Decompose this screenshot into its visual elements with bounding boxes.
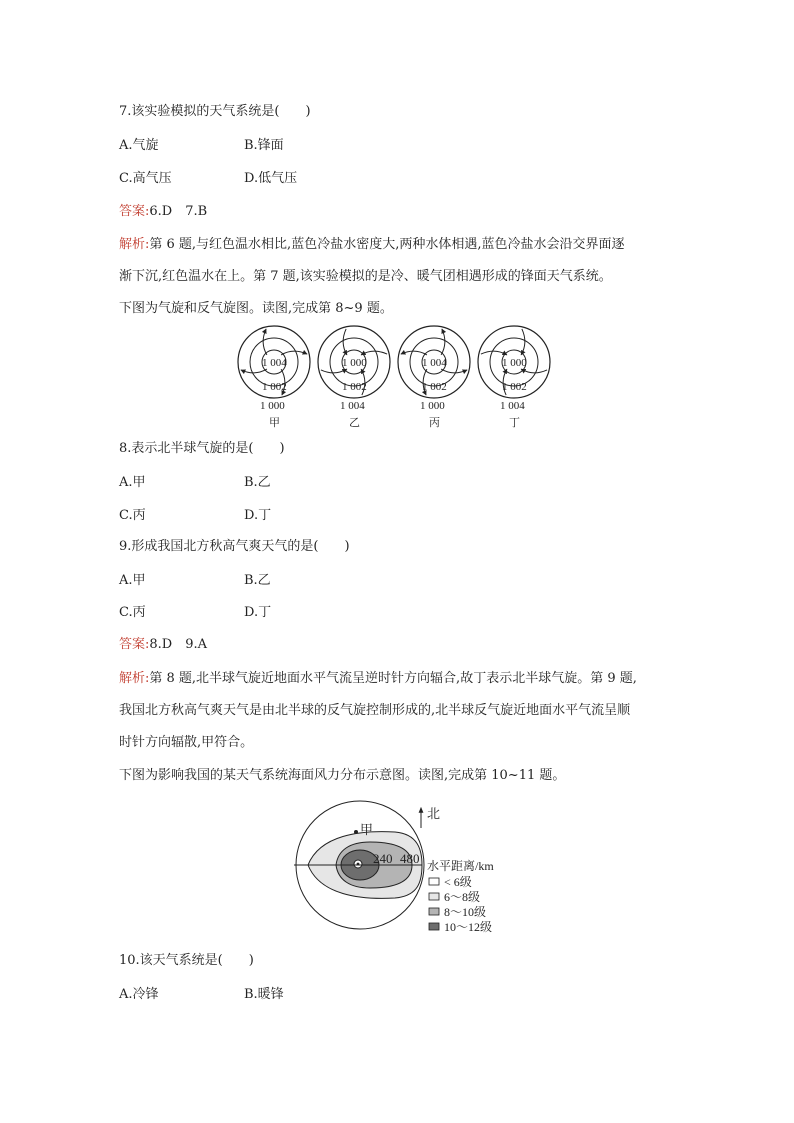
q9-option-a: A.甲 <box>119 573 146 588</box>
middle-pressure-label: 1 002 <box>502 381 527 393</box>
q7-option-a: A.气旋 <box>119 138 159 153</box>
q10-option-b: B.暖锋 <box>244 987 284 1002</box>
outer-pressure-label: 1 000 <box>420 400 445 412</box>
inner-pressure-label: 1 004 <box>422 357 447 369</box>
point-jia-dot <box>354 830 358 834</box>
analysis-label: 解析: <box>119 237 150 252</box>
diagram-name: 丙 <box>429 417 440 429</box>
q8-option-a: A.甲 <box>119 475 146 490</box>
q9-option-d: D.丁 <box>244 605 272 620</box>
analysis-text: 第 6 题,与红色温水相比,蓝色冷盐水密度大,两种水体相遇,蓝色冷盐水会沿交界面逐 <box>149 237 625 252</box>
wind-arrow-icon <box>263 329 267 355</box>
outer-pressure-label: 1 004 <box>340 400 365 412</box>
diagram-name: 乙 <box>349 417 360 429</box>
legend-swatch-0 <box>429 878 439 885</box>
inner-pressure-label: 1 004 <box>262 357 287 369</box>
legend-text-1: 6～8级 <box>444 890 481 904</box>
middle-pressure-label: 1 002 <box>262 381 287 393</box>
cyclone-anticyclone-figure <box>236 324 566 434</box>
q8-option-d: D.丁 <box>244 508 272 523</box>
wind-arrow-icon <box>441 369 467 373</box>
analysis-text: 第 8 题,北半球气旋近地面水平气流呈逆时针方向辐合,故丁表示北半球气旋。第 9 题, <box>149 671 637 686</box>
q8-stem: 8.表示北半球气旋的是( ) <box>119 441 285 456</box>
answer-label: 答案: <box>119 204 150 219</box>
analysis-6-7-line2: 渐下沉,红色温水在上。第 7 题,该实验模拟的是冷、暖气团相遇形成的锋面天气系统。 <box>119 269 612 284</box>
q9-option-b: B.乙 <box>244 573 271 588</box>
q10-option-a: A.冷锋 <box>119 987 159 1002</box>
legend-swatch-2 <box>429 908 439 915</box>
isobar-diagram-2 <box>398 326 470 429</box>
inner-pressure-label: 1 000 <box>502 357 527 369</box>
analysis-8-9-line1 <box>119 670 637 688</box>
middle-pressure-label: 1 002 <box>422 381 447 393</box>
q7-option-c: C.高气压 <box>119 171 172 186</box>
wind-arrow-icon <box>401 351 427 355</box>
q8-option-b: B.乙 <box>244 475 271 490</box>
legend-text-2: 8～10级 <box>444 905 487 919</box>
diagram-name: 丁 <box>509 417 520 429</box>
distance-480: 480 <box>400 851 420 866</box>
wind-arrow-icon <box>521 329 525 355</box>
q9-option-c: C.丙 <box>119 605 146 620</box>
q8-option-c: C.丙 <box>119 508 146 523</box>
wind-arrow-icon <box>281 351 307 355</box>
legend-swatch-3 <box>429 923 439 930</box>
legend-text-3: 10～12级 <box>444 920 493 934</box>
answer-text: 8.D 9.A <box>149 637 208 652</box>
middle-pressure-label: 1 002 <box>342 381 367 393</box>
wind-arrow-icon <box>343 329 347 355</box>
wind-arrow-icon <box>521 369 547 373</box>
diagram-name: 甲 <box>269 417 280 429</box>
analysis-8-9-line2: 我国北方秋高气爽天气是由北半球的反气旋控制形成的,北半球反气旋近地面水平气流呈顺 <box>119 703 631 718</box>
wind-arrow-icon <box>481 351 507 355</box>
isobar-diagram-1 <box>318 326 390 429</box>
wind-arrow-icon <box>241 369 267 373</box>
answer-text: 6.D 7.B <box>149 204 208 219</box>
q9-stem: 9.形成我国北方秋高气爽天气的是( ) <box>119 539 350 554</box>
legend <box>429 875 492 934</box>
figure1-intro: 下图为气旋和反气旋图。读图,完成第 8~9 题。 <box>119 301 393 316</box>
inner-pressure-label: 1 000 <box>342 357 367 369</box>
isobar-diagram-0 <box>238 326 310 429</box>
wind-force-figure <box>290 800 510 940</box>
figure2-intro: 下图为影响我国的某天气系统海面风力分布示意图。读图,完成第 10~11 题。 <box>119 768 566 783</box>
wind-arrow-icon <box>321 369 347 373</box>
q7-option-b: B.锋面 <box>244 138 284 153</box>
answer-6-7 <box>119 203 207 221</box>
analysis-6-7-line1 <box>119 236 624 254</box>
outer-pressure-label: 1 004 <box>500 400 525 412</box>
q7-option-d: D.低气压 <box>244 171 298 186</box>
distance-240: 240 <box>373 851 393 866</box>
answer-8-9 <box>119 636 207 654</box>
analysis-8-9-line3: 时针方向辐散,甲符合。 <box>119 735 254 750</box>
q10-stem: 10.该天气系统是( ) <box>119 953 254 968</box>
outer-pressure-label: 1 000 <box>260 400 285 412</box>
legend-text-0: < 6级 <box>444 875 472 889</box>
answer-label: 答案: <box>119 637 150 652</box>
wind-arrow-icon <box>441 329 445 355</box>
legend-swatch-1 <box>429 893 439 900</box>
north-label: 北 <box>427 806 441 821</box>
point-jia-label: 甲 <box>360 822 374 837</box>
axis-label: 水平距离/km <box>427 859 494 873</box>
wind-arrow-icon <box>361 351 387 355</box>
q7-stem: 7.该实验模拟的天气系统是( ) <box>119 104 311 119</box>
isobar-diagram-3 <box>478 326 550 429</box>
analysis-label: 解析: <box>119 671 150 686</box>
